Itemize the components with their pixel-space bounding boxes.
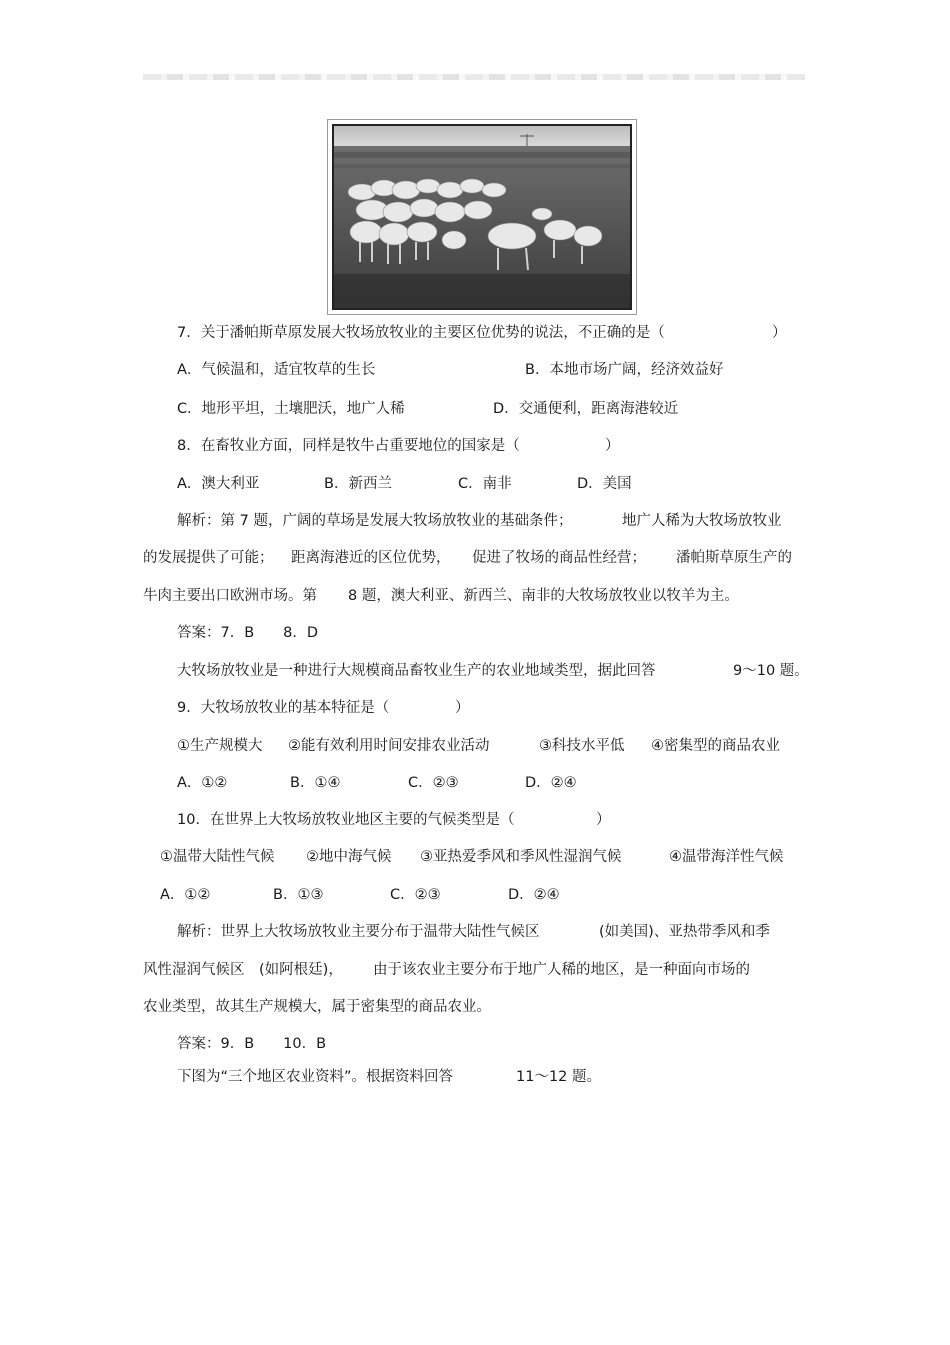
analysis1-line2d: 潘帕斯草原生产的 <box>676 550 792 566</box>
q10-statement-3: ③亚热爱季风和季风性湿润气候 <box>420 849 622 865</box>
q9-close-paren: ） <box>455 700 470 716</box>
q10-statement-1: ①温带大陆性气候 <box>160 849 275 865</box>
analysis2-line2b: (如阿根廷)， <box>259 962 343 978</box>
q9-statement-3: ③科技水平低 <box>539 738 625 754</box>
q8-stem: 8．在畜牧业方面，同样是牧牛占重要地位的国家是（ <box>177 438 520 454</box>
analysis1-line3a: 牛肉主要出口欧洲市场。第 <box>143 588 317 604</box>
analysis1-line2a: 的发展提供了可能； <box>143 550 274 566</box>
q10-statement-4: ④温带海洋性气候 <box>669 849 784 865</box>
q8-option-d[interactable]: D．美国 <box>577 476 632 492</box>
q10-stem: 10．在世界上大牧场放牧业地区主要的气候类型是（ <box>177 812 515 828</box>
q9-stem: 9．大牧场放牧业的基本特征是（ <box>177 700 390 716</box>
q10-statement-2: ②地中海气候 <box>306 849 392 865</box>
cattle-herd-image <box>332 124 632 310</box>
analysis1-line1a: 解析：第 7 题，广阔的草场是发展大牧场放牧业的基础条件； <box>177 513 573 529</box>
q9-statement-4: ④密集型的商品农业 <box>651 738 780 754</box>
q9-option-c[interactable]: C．②③ <box>408 775 459 791</box>
q10-option-d[interactable]: D．②④ <box>508 887 560 903</box>
q8-close-paren: ） <box>605 438 620 454</box>
intro-9-10: 大牧场放牧业是一种进行大规模商品畜牧业生产的农业地域类型，据此回答 <box>177 663 656 679</box>
q7-stem: 7．关于潘帕斯草原发展大牧场放牧业的主要区位优势的说法，不正确的是（ <box>177 325 665 341</box>
q7-option-d[interactable]: D．交通便利，距离海港较近 <box>493 401 679 417</box>
analysis1-line1b: 地广人稀为大牧场放牧业 <box>622 513 782 529</box>
analysis2-line2c: 由于该农业主要分布于地广人稀的地区，是一种面向市场的 <box>373 962 750 978</box>
analysis2-line1b: (如美国)、亚热带季风和季 <box>599 924 770 940</box>
q9-statement-1: ①生产规模大 <box>177 738 263 754</box>
answer-9-10: 答案：9．B 10．B <box>177 1036 327 1052</box>
q7-option-b[interactable]: B．本地市场广阔，经济效益好 <box>525 362 724 378</box>
q10-option-a[interactable]: A．①② <box>160 887 211 903</box>
header-rule <box>143 74 805 80</box>
q8-option-b[interactable]: B．新西兰 <box>324 476 392 492</box>
q9-option-d[interactable]: D．②④ <box>525 775 577 791</box>
analysis1-line2c: 促进了牧场的商品性经营； <box>472 550 646 566</box>
intro-11-12: 下图为“三个地区农业资料”。根据资料回答 <box>177 1069 454 1085</box>
analysis1-line2b: 距离海港近的区位优势， <box>291 550 451 566</box>
answer-7-8: 答案：7．B 8．D <box>177 625 319 641</box>
cattle-photo <box>327 119 637 315</box>
intro-11-12-range: 11～12 题。 <box>516 1069 602 1085</box>
analysis2-line1a: 解析：世界上大牧场放牧业主要分布于温带大陆性气候区 <box>177 924 540 940</box>
analysis2-line2a: 风性湿润气候区 <box>143 962 245 978</box>
q8-option-a[interactable]: A．澳大利亚 <box>177 476 260 492</box>
q7-option-c[interactable]: C．地形平坦，土壤肥沃，地广人稀 <box>177 401 405 417</box>
q10-option-b[interactable]: B．①③ <box>273 887 324 903</box>
intro-9-10-range: 9～10 题。 <box>733 663 809 679</box>
analysis1-line3b: 8 题，澳大利亚、新西兰、南非的大牧场放牧业以牧羊为主。 <box>348 588 739 604</box>
q9-option-b[interactable]: B．①④ <box>290 775 341 791</box>
q10-option-c[interactable]: C．②③ <box>390 887 441 903</box>
q9-statement-2: ②能有效利用时间安排农业活动 <box>288 738 490 754</box>
q7-close-paren: ） <box>772 325 787 341</box>
q7-option-a[interactable]: A．气候温和，适宜牧草的生长 <box>177 362 376 378</box>
q9-option-a[interactable]: A．①② <box>177 775 228 791</box>
q10-close-paren: ） <box>596 812 611 828</box>
q8-option-c[interactable]: C．南非 <box>458 476 512 492</box>
analysis2-line3: 农业类型，故其生产规模大，属于密集型的商品农业。 <box>143 999 491 1015</box>
